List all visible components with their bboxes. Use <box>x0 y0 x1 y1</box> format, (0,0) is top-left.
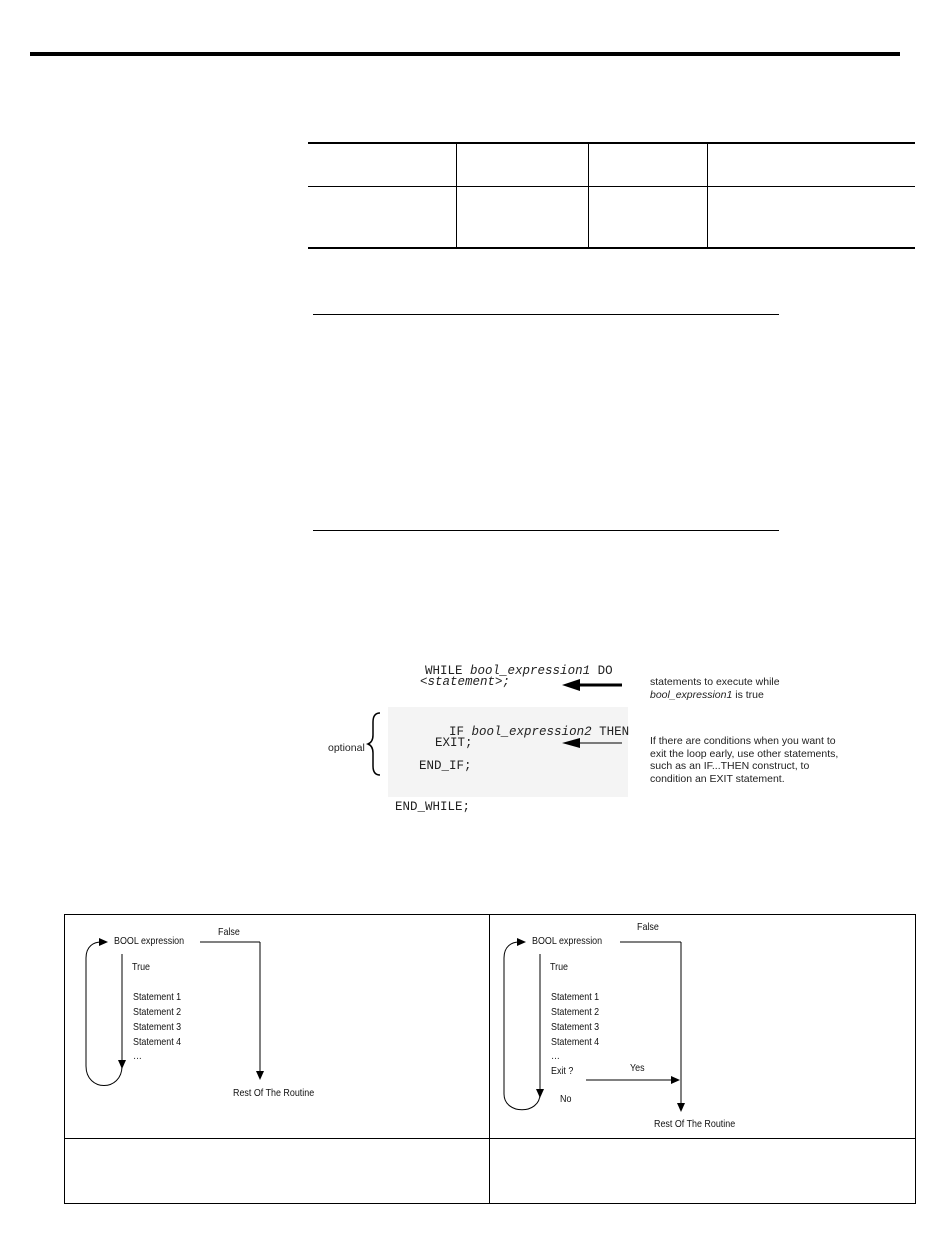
right-false-label: False <box>637 921 659 933</box>
bool-expression1: bool_expression1 <box>470 664 591 678</box>
left-statement-4: Statement 4 <box>133 1036 182 1048</box>
right-yes-label: Yes <box>630 1062 645 1074</box>
right-ellipsis: … <box>551 1050 560 1062</box>
right-exit-label: Exit ? <box>551 1065 574 1077</box>
code-line-end-while: END_WHILE; <box>395 800 471 814</box>
do-keyword: DO <box>597 664 613 678</box>
left-true-label: True <box>132 961 151 973</box>
code-line-end-if: END_IF; <box>419 759 472 773</box>
right-statement-3: Statement 3 <box>551 1021 600 1033</box>
right-statement-4: Statement 4 <box>551 1036 600 1048</box>
right-condition: BOOL expression <box>532 935 603 947</box>
exit-note-line3: such as an IF...THEN construct, to <box>650 760 810 772</box>
then-keyword: THEN <box>599 725 630 739</box>
left-condition: BOOL expression <box>114 935 185 947</box>
left-statement-1: Statement 1 <box>133 991 182 1003</box>
statement-note-expr: bool_expression1 <box>650 688 733 701</box>
left-statement-2: Statement 2 <box>133 1006 182 1018</box>
right-true-label: True <box>550 961 569 973</box>
right-statement-2: Statement 2 <box>551 1006 600 1018</box>
left-false-label: False <box>218 926 240 938</box>
if-keyword: IF <box>449 725 465 739</box>
exit-note-line1: If there are conditions when you want to <box>650 735 836 747</box>
optional-label: optional <box>328 742 365 754</box>
exit-note-line2: exit the loop early, use other statements, <box>650 747 839 760</box>
code-line-exit: EXIT; <box>435 736 473 750</box>
statement-text: <statement>; <box>420 675 511 689</box>
statement-note-line1: statements to execute while <box>650 676 780 688</box>
right-statement-1: Statement 1 <box>551 991 600 1003</box>
right-rest-label: Rest Of The Routine <box>654 1118 736 1130</box>
bool-expression2: bool_expression2 <box>471 725 592 739</box>
right-loop-path <box>504 942 540 1110</box>
right-false-arrow-head <box>677 1103 685 1112</box>
right-no-label: No <box>560 1093 572 1105</box>
statement-note-end: is true <box>735 688 764 701</box>
while-keyword: WHILE <box>425 664 463 678</box>
right-loop-arrow-head <box>517 938 526 946</box>
right-yes-arrow-head <box>671 1076 680 1084</box>
left-ellipsis: … <box>133 1050 142 1062</box>
exit-note-line4: condition an EXIT statement. <box>650 772 785 785</box>
left-statement-3: Statement 3 <box>133 1021 182 1033</box>
left-rest-label: Rest Of The Routine <box>233 1087 315 1099</box>
